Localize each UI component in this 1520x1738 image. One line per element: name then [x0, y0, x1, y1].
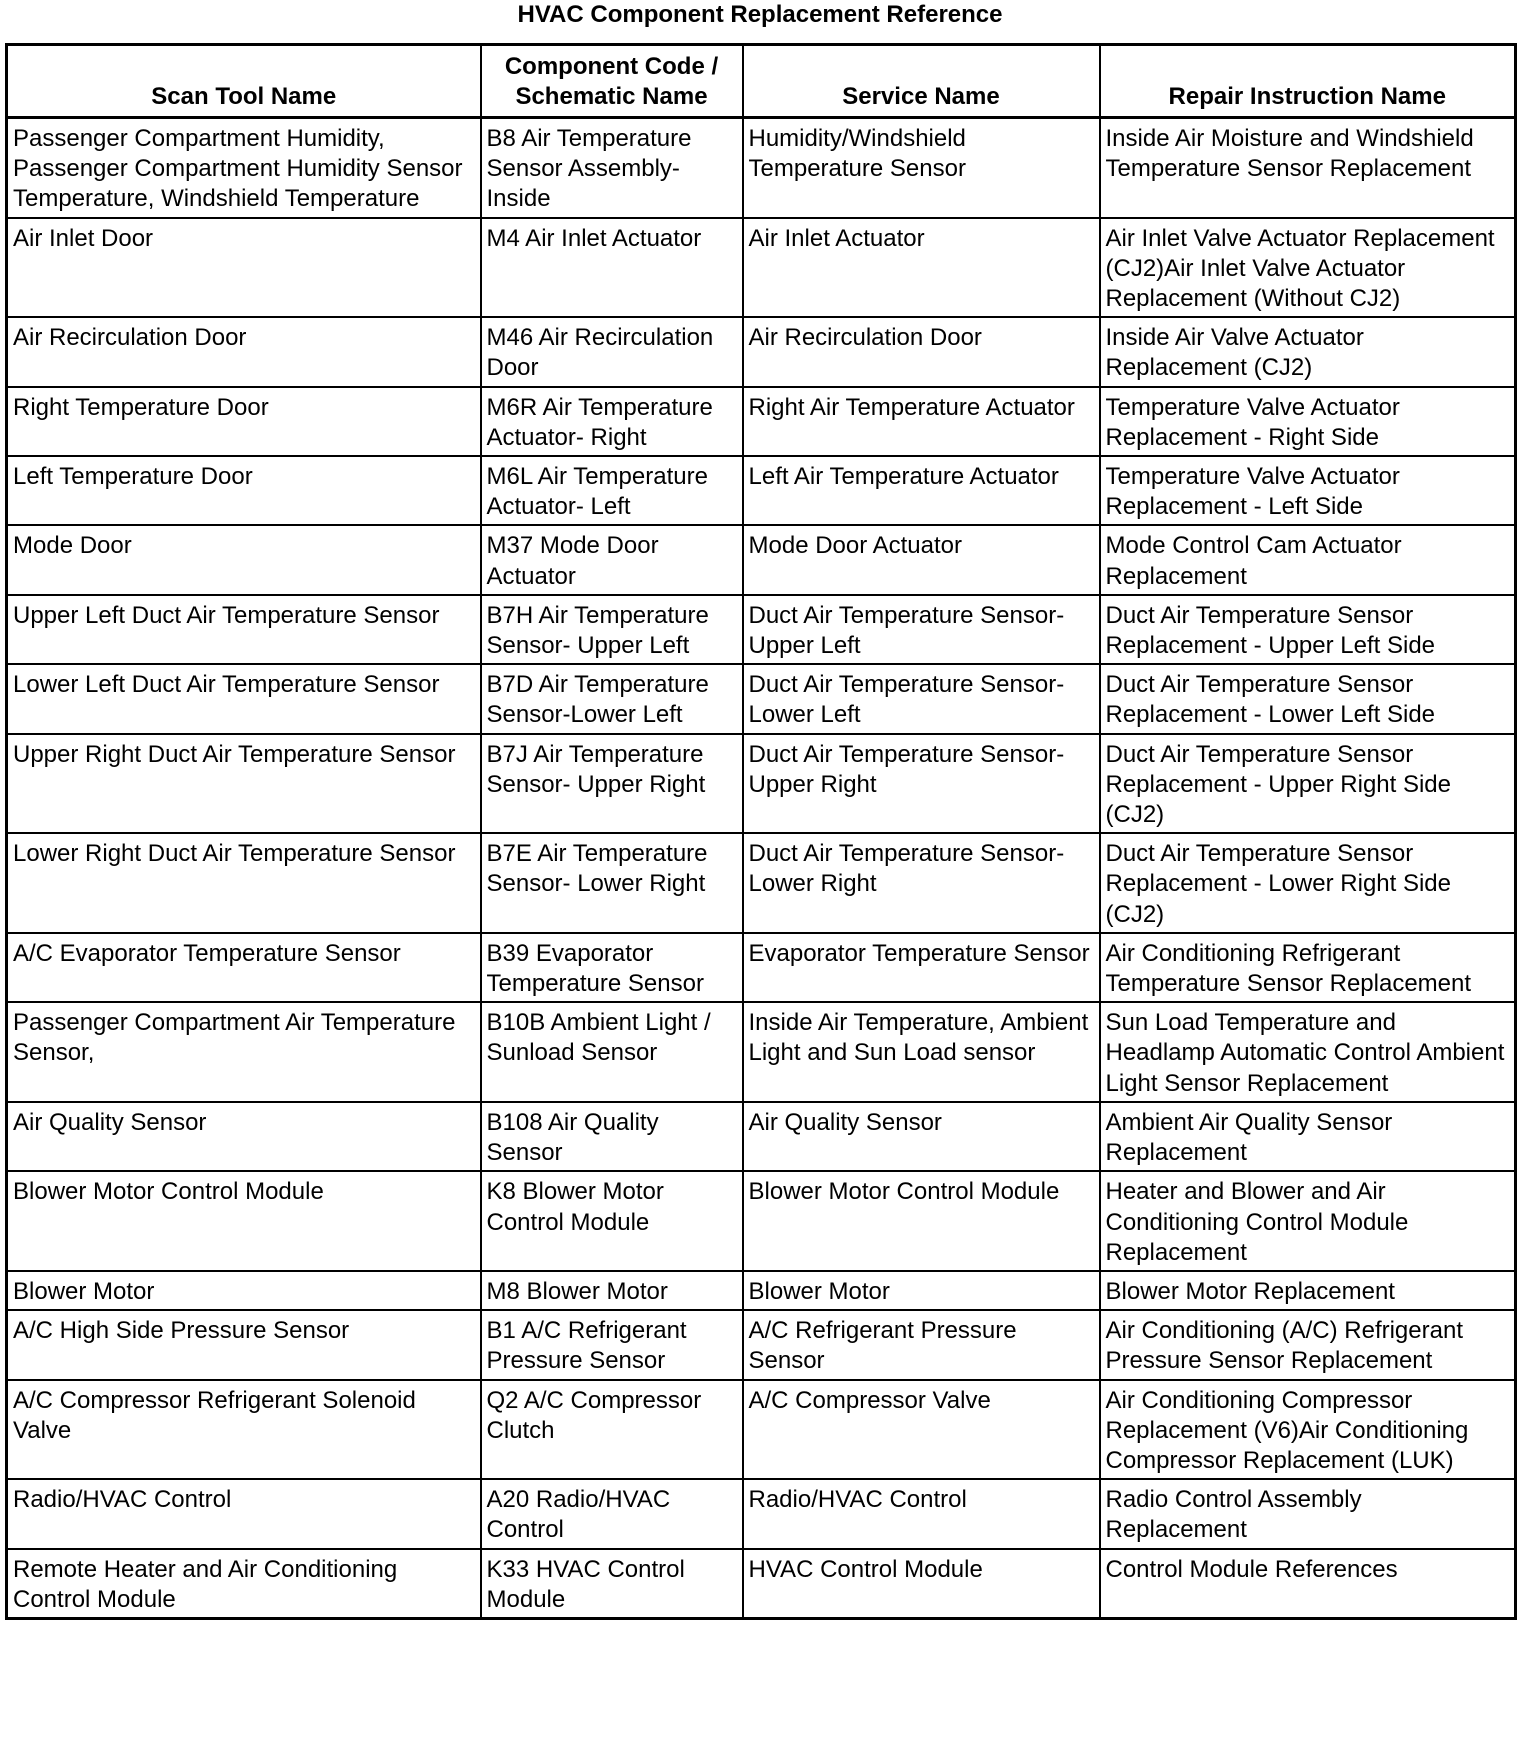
- cell-service-name: Air Inlet Actuator: [743, 218, 1100, 318]
- cell-scan-tool-name: A/C High Side Pressure Sensor: [7, 1310, 481, 1379]
- cell-repair-instruction: Temperature Valve Actuator Replacement - Right Side: [1100, 387, 1516, 456]
- cell-scan-tool-name: Upper Left Duct Air Temperature Sensor: [7, 595, 481, 664]
- cell-component-code: B7E Air Temperature Sensor- Lower Right: [481, 833, 743, 933]
- table-row: [7, 456, 1516, 525]
- table-row: [7, 118, 1516, 218]
- cell-service-name: HVAC Control Module: [743, 1549, 1100, 1619]
- cell-service-name: Duct Air Temperature Sensor- Upper Left: [743, 595, 1100, 664]
- cell-repair-instruction: Duct Air Temperature Sensor Replacement - Upper Right Side (CJ2): [1100, 734, 1516, 834]
- cell-scan-tool-name: Blower Motor Control Module: [7, 1171, 481, 1271]
- table-row: [7, 317, 1516, 386]
- table-row: [7, 1549, 1516, 1619]
- cell-scan-tool-name: Mode Door: [7, 525, 481, 594]
- cell-component-code: K33 HVAC Control Module: [481, 1549, 743, 1619]
- cell-repair-instruction: Ambient Air Quality Sensor Replacement: [1100, 1102, 1516, 1171]
- cell-scan-tool-name: Blower Motor: [7, 1271, 481, 1310]
- cell-scan-tool-name: Air Recirculation Door: [7, 317, 481, 386]
- cell-service-name: A/C Refrigerant Pressure Sensor: [743, 1310, 1100, 1379]
- cell-component-code: B7H Air Temperature Sensor- Upper Left: [481, 595, 743, 664]
- table-row: [7, 1271, 1516, 1310]
- cell-scan-tool-name: Remote Heater and Air Conditioning Control Module: [7, 1549, 481, 1619]
- cell-scan-tool-name: Passenger Compartment Air Temperature Sensor,: [7, 1002, 481, 1102]
- cell-service-name: Duct Air Temperature Sensor- Upper Right: [743, 734, 1100, 834]
- cell-repair-instruction: Air Inlet Valve Actuator Replacement (CJ2)Air Inlet Valve Actuator Replacement (Without CJ2): [1100, 218, 1516, 318]
- cell-component-code: M6R Air Temperature Actuator- Right: [481, 387, 743, 456]
- cell-repair-instruction: Heater and Blower and Air Conditioning Control Module Replacement: [1100, 1171, 1516, 1271]
- cell-scan-tool-name: Lower Left Duct Air Temperature Sensor: [7, 664, 481, 733]
- cell-repair-instruction: Air Conditioning Refrigerant Temperature Sensor Replacement: [1100, 933, 1516, 1002]
- cell-service-name: Blower Motor Control Module: [743, 1171, 1100, 1271]
- cell-component-code: M46 Air Recirculation Door: [481, 317, 743, 386]
- cell-component-code: M37 Mode Door Actuator: [481, 525, 743, 594]
- cell-component-code: B10B Ambient Light / Sunload Sensor: [481, 1002, 743, 1102]
- cell-scan-tool-name: A/C Evaporator Temperature Sensor: [7, 933, 481, 1002]
- page-title: HVAC Component Replacement Reference: [517, 1, 1003, 28]
- table-row: [7, 833, 1516, 933]
- table-row: [7, 1171, 1516, 1271]
- header-repair-instruction-name: Repair Instruction Name: [1100, 45, 1516, 118]
- cell-service-name: A/C Compressor Valve: [743, 1380, 1100, 1480]
- table-header-row: [7, 45, 1516, 118]
- cell-component-code: B8 Air Temperature Sensor Assembly- Inside: [481, 118, 743, 218]
- cell-repair-instruction: Duct Air Temperature Sensor Replacement - Upper Left Side: [1100, 595, 1516, 664]
- cell-service-name: Evaporator Temperature Sensor: [743, 933, 1100, 1002]
- cell-service-name: Radio/HVAC Control: [743, 1479, 1100, 1548]
- cell-repair-instruction: Air Conditioning (A/C) Refrigerant Pressure Sensor Replacement: [1100, 1310, 1516, 1379]
- cell-scan-tool-name: Air Quality Sensor: [7, 1102, 481, 1171]
- cell-repair-instruction: Duct Air Temperature Sensor Replacement - Lower Left Side: [1100, 664, 1516, 733]
- table-row: [7, 933, 1516, 1002]
- reference-table: [5, 43, 1517, 1620]
- table-row: [7, 1479, 1516, 1548]
- cell-scan-tool-name: Upper Right Duct Air Temperature Sensor: [7, 734, 481, 834]
- header-component-code: Component Code / Schematic Name: [481, 45, 743, 118]
- cell-scan-tool-name: Lower Right Duct Air Temperature Sensor: [7, 833, 481, 933]
- cell-service-name: Inside Air Temperature, Ambient Light and Sun Load sensor: [743, 1002, 1100, 1102]
- cell-component-code: K8 Blower Motor Control Module: [481, 1171, 743, 1271]
- cell-repair-instruction: Temperature Valve Actuator Replacement - Left Side: [1100, 456, 1516, 525]
- table-row: [7, 387, 1516, 456]
- table-row: [7, 218, 1516, 318]
- cell-component-code: B39 Evaporator Temperature Sensor: [481, 933, 743, 1002]
- cell-service-name: Air Recirculation Door: [743, 317, 1100, 386]
- cell-scan-tool-name: Radio/HVAC Control: [7, 1479, 481, 1548]
- cell-service-name: Duct Air Temperature Sensor- Lower Left: [743, 664, 1100, 733]
- cell-repair-instruction: Air Conditioning Compressor Replacement (V6)Air Conditioning Compressor Replacement (LUK): [1100, 1380, 1516, 1480]
- cell-service-name: Mode Door Actuator: [743, 525, 1100, 594]
- table-row: [7, 1310, 1516, 1379]
- table-row: [7, 1380, 1516, 1480]
- cell-service-name: Air Quality Sensor: [743, 1102, 1100, 1171]
- table-row: [7, 595, 1516, 664]
- cell-repair-instruction: Sun Load Temperature and Headlamp Automatic Control Ambient Light Sensor Replacement: [1100, 1002, 1516, 1102]
- cell-repair-instruction: Inside Air Moisture and Windshield Temperature Sensor Replacement: [1100, 118, 1516, 218]
- cell-component-code: M4 Air Inlet Actuator: [481, 218, 743, 318]
- cell-service-name: Duct Air Temperature Sensor- Lower Right: [743, 833, 1100, 933]
- table-row: [7, 1102, 1516, 1171]
- cell-component-code: A20 Radio/HVAC Control: [481, 1479, 743, 1548]
- cell-component-code: B108 Air Quality Sensor: [481, 1102, 743, 1171]
- cell-scan-tool-name: Right Temperature Door: [7, 387, 481, 456]
- cell-service-name: Blower Motor: [743, 1271, 1100, 1310]
- cell-repair-instruction: Radio Control Assembly Replacement: [1100, 1479, 1516, 1548]
- cell-repair-instruction: Control Module References: [1100, 1549, 1516, 1619]
- table-row: [7, 1002, 1516, 1102]
- cell-repair-instruction: Mode Control Cam Actuator Replacement: [1100, 525, 1516, 594]
- cell-service-name: Right Air Temperature Actuator: [743, 387, 1100, 456]
- cell-component-code: Q2 A/C Compressor Clutch: [481, 1380, 743, 1480]
- header-service-name: Service Name: [743, 45, 1100, 118]
- cell-component-code: M8 Blower Motor: [481, 1271, 743, 1310]
- cell-component-code: M6L Air Temperature Actuator- Left: [481, 456, 743, 525]
- table-row: [7, 525, 1516, 594]
- cell-scan-tool-name: Left Temperature Door: [7, 456, 481, 525]
- cell-repair-instruction: Blower Motor Replacement: [1100, 1271, 1516, 1310]
- header-scan-tool-name: Scan Tool Name: [7, 45, 481, 118]
- cell-repair-instruction: Inside Air Valve Actuator Replacement (CJ2): [1100, 317, 1516, 386]
- cell-scan-tool-name: Air Inlet Door: [7, 218, 481, 318]
- table-row: [7, 664, 1516, 733]
- cell-service-name: Humidity/Windshield Temperature Sensor: [743, 118, 1100, 218]
- table-row: [7, 734, 1516, 834]
- cell-service-name: Left Air Temperature Actuator: [743, 456, 1100, 525]
- cell-scan-tool-name: Passenger Compartment Humidity, Passenger Compartment Humidity Sensor Temperature, Windshield Temperature: [7, 118, 481, 218]
- cell-component-code: B7D Air Temperature Sensor-Lower Left: [481, 664, 743, 733]
- cell-component-code: B1 A/C Refrigerant Pressure Sensor: [481, 1310, 743, 1379]
- cell-repair-instruction: Duct Air Temperature Sensor Replacement - Lower Right Side (CJ2): [1100, 833, 1516, 933]
- cell-component-code: B7J Air Temperature Sensor- Upper Right: [481, 734, 743, 834]
- cell-scan-tool-name: A/C Compressor Refrigerant Solenoid Valve: [7, 1380, 481, 1480]
